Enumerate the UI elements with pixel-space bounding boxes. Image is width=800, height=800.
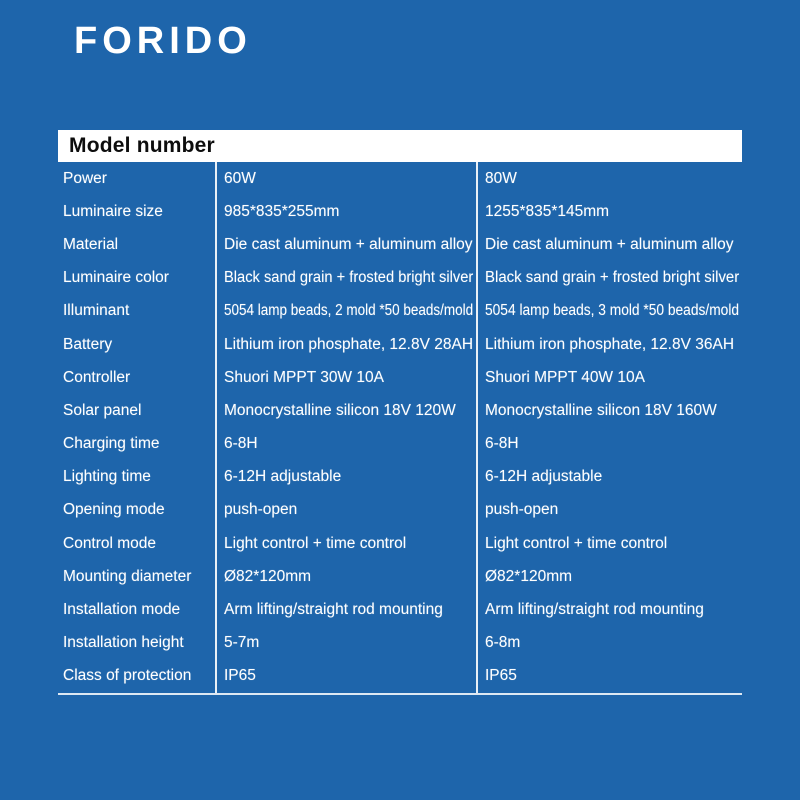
spec-label <box>58 593 215 626</box>
spec-table <box>58 130 742 695</box>
spec-label <box>58 494 215 527</box>
spec-value-60w <box>215 560 478 593</box>
spec-value-80w-text: Black sand grain + frosted bright silver <box>485 269 740 287</box>
spec-value-80w <box>478 627 742 660</box>
spec-value-60w <box>215 195 478 228</box>
spec-value-80w-text: Die cast aluminum + aluminum alloy <box>485 235 734 253</box>
spec-value-60w-text: Arm lifting/straight rod mounting <box>224 601 443 619</box>
spec-label-text: Installation mode <box>63 601 181 619</box>
spec-label <box>58 527 215 560</box>
spec-rows <box>58 162 742 695</box>
spec-value-80w <box>478 228 742 261</box>
spec-value-60w-text: Black sand grain + frosted bright silver <box>224 269 474 287</box>
spec-value-80w-text: IP65 <box>485 667 517 685</box>
spec-label <box>58 394 215 427</box>
spec-value-60w <box>215 593 478 626</box>
spec-value-80w <box>478 295 742 328</box>
spec-label-text: Power <box>63 169 107 187</box>
spec-value-60w-text: 985*835*255mm <box>224 202 340 220</box>
spec-label <box>58 660 215 693</box>
spec-value-60w <box>215 228 478 261</box>
spec-value-80w-text: Shuori MPPT 40W 10A <box>485 368 645 386</box>
spec-row <box>58 228 742 261</box>
spec-value-60w-text: 5-7m <box>224 634 260 652</box>
spec-value-80w-text: 5054 lamp beads, 3 mold *50 beads/mold <box>485 302 740 320</box>
spec-row <box>58 494 742 527</box>
spec-value-60w <box>215 262 478 295</box>
brand-logo: FORIDO <box>74 20 252 62</box>
spec-row <box>58 262 742 295</box>
spec-row <box>58 428 742 461</box>
spec-value-80w-text: 1255*835*145mm <box>485 202 610 220</box>
spec-value-60w <box>215 394 478 427</box>
spec-value-80w <box>478 195 742 228</box>
spec-label <box>58 195 215 228</box>
spec-value-80w <box>478 494 742 527</box>
spec-row <box>58 593 742 626</box>
spec-value-80w-text: 6-12H adjustable <box>485 468 603 486</box>
spec-label <box>58 162 215 195</box>
spec-row <box>58 461 742 494</box>
spec-row <box>58 361 742 394</box>
spec-value-60w <box>215 162 478 195</box>
spec-row <box>58 660 742 693</box>
spec-label-text: Battery <box>63 335 113 353</box>
spec-label-text: Luminaire size <box>63 202 163 220</box>
spec-value-60w <box>215 295 478 328</box>
spec-value-80w <box>478 361 742 394</box>
spec-value-80w <box>478 394 742 427</box>
spec-value-60w-text: Shuori MPPT 30W 10A <box>224 368 384 386</box>
spec-value-80w-text: 6-8H <box>485 435 519 453</box>
spec-value-60w-text: Lithium iron phosphate, 12.8V 28AH <box>224 335 474 353</box>
spec-label-text: Solar panel <box>63 401 142 419</box>
spec-value-60w <box>215 428 478 461</box>
spec-label-text: Mounting diameter <box>63 567 192 585</box>
spec-label-text: Opening mode <box>63 501 165 519</box>
spec-label-text: Installation height <box>63 634 184 652</box>
spec-value-80w <box>478 560 742 593</box>
spec-label-text: Illuminant <box>63 302 130 320</box>
spec-row <box>58 527 742 560</box>
model-number-band <box>58 130 742 162</box>
spec-label <box>58 295 215 328</box>
spec-value-60w <box>215 328 478 361</box>
spec-value-60w-text: 6-8H <box>224 435 258 453</box>
spec-value-60w <box>215 494 478 527</box>
spec-label <box>58 361 215 394</box>
spec-value-80w-text: Arm lifting/straight rod mounting <box>485 601 704 619</box>
spec-value-80w-text: 80W <box>485 169 517 187</box>
spec-label <box>58 228 215 261</box>
spec-value-80w-text: Light control + time control <box>485 534 668 552</box>
spec-label-text: Material <box>63 235 119 253</box>
spec-row <box>58 162 742 195</box>
spec-value-80w-text: push-open <box>485 501 559 519</box>
spec-label-text: Control mode <box>63 534 157 552</box>
spec-value-60w-text: IP65 <box>224 667 256 685</box>
spec-value-80w <box>478 428 742 461</box>
spec-row <box>58 560 742 593</box>
spec-label-text: Lighting time <box>63 468 151 486</box>
spec-row <box>58 394 742 427</box>
spec-value-80w <box>478 461 742 494</box>
spec-value-80w-text: Ø82*120mm <box>485 567 573 585</box>
spec-value-80w <box>478 162 742 195</box>
spec-value-60w-text: 60W <box>224 169 256 187</box>
spec-value-60w-text: Die cast aluminum + aluminum alloy <box>224 235 473 253</box>
spec-value-60w-text: 6-12H adjustable <box>224 468 342 486</box>
spec-value-60w <box>215 627 478 660</box>
spec-row <box>58 295 742 328</box>
spec-value-60w <box>215 660 478 693</box>
spec-value-60w <box>215 527 478 560</box>
spec-value-60w <box>215 461 478 494</box>
spec-value-80w <box>478 262 742 295</box>
spec-value-60w-text: Monocrystalline silicon 18V 120W <box>224 401 456 419</box>
spec-value-80w-text: 6-8m <box>485 634 521 652</box>
spec-label <box>58 328 215 361</box>
spec-row <box>58 627 742 660</box>
spec-label <box>58 428 215 461</box>
spec-value-80w <box>478 328 742 361</box>
spec-label-text: Controller <box>63 368 131 386</box>
spec-value-80w <box>478 593 742 626</box>
spec-label-text: Charging time <box>63 435 160 453</box>
spec-value-60w-text: Ø82*120mm <box>224 567 312 585</box>
table-header-title: Model number <box>69 134 215 157</box>
spec-label <box>58 560 215 593</box>
spec-label <box>58 262 215 295</box>
spec-value-80w <box>478 527 742 560</box>
spec-value-80w <box>478 660 742 693</box>
spec-value-60w <box>215 361 478 394</box>
spec-value-60w-text: 5054 lamp beads, 2 mold *50 beads/mold <box>224 302 474 320</box>
spec-row <box>58 195 742 228</box>
spec-row <box>58 328 742 361</box>
spec-label-text: Class of protection <box>63 667 192 685</box>
spec-label-text: Luminaire color <box>63 269 169 287</box>
spec-value-60w-text: push-open <box>224 501 298 519</box>
spec-value-80w-text: Monocrystalline silicon 18V 160W <box>485 401 717 419</box>
spec-label <box>58 627 215 660</box>
spec-value-60w-text: Light control + time control <box>224 534 407 552</box>
spec-value-80w-text: Lithium iron phosphate, 12.8V 36AH <box>485 335 735 353</box>
spec-label <box>58 461 215 494</box>
